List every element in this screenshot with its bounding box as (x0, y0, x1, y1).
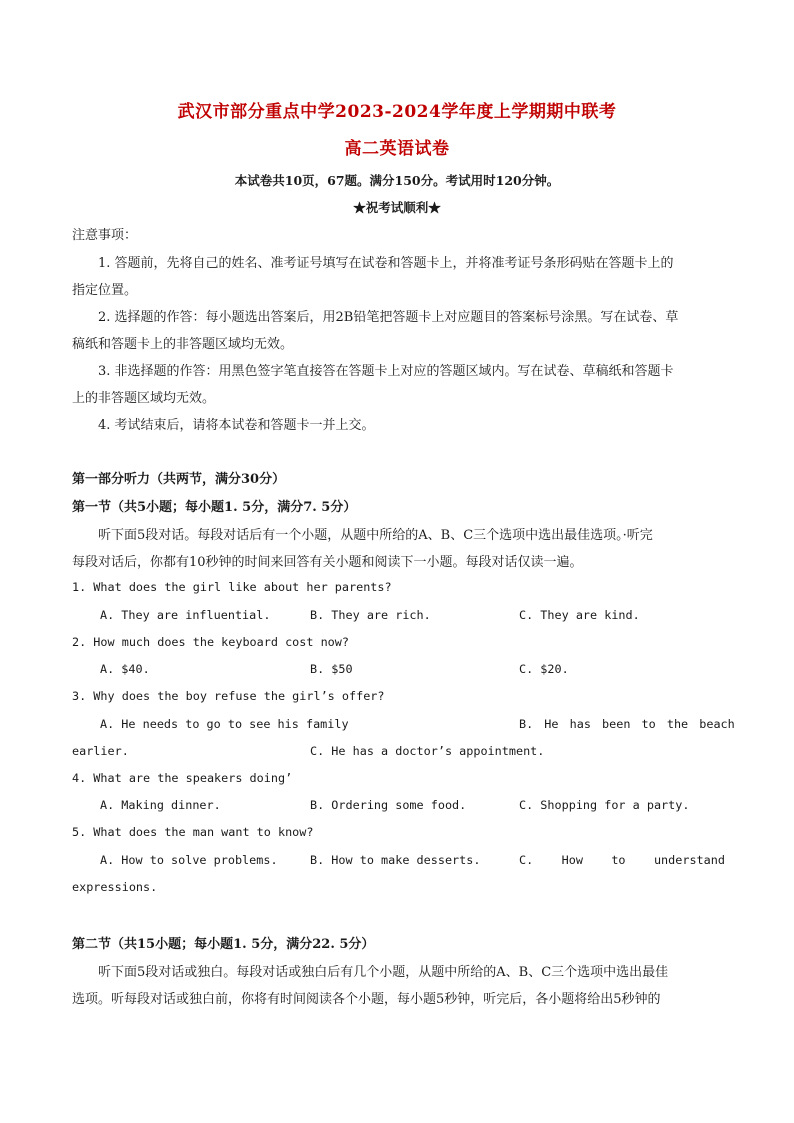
section1-instructions-line-1: 听下面5段对话。每段对话后有一个小题，从题中所给的A、B、C三个选项中选出最佳选项。·听完 (98, 528, 653, 543)
exam-title: 武汉市部分重点中学2023-2024学年度上学期期中联考 (177, 102, 617, 122)
q3-option-c: C. He has a doctor’s appointment. (310, 744, 545, 758)
exam-info: 本试卷共10页，67题。满分150分。考试用时120分钟。 (234, 173, 560, 188)
note-4: 4. 考试结束后，请将本试卷和答题卡一并上交。 (98, 418, 375, 433)
note-3-line-1: 3. 非选择题的作答：用黑色签字笔直接答在答题卡上对应的答题区域内。写在试卷、草稿纸和答题卡 (98, 364, 674, 379)
q3-option-b: B. He has been to the beach (519, 717, 735, 731)
note-2-line-1: 2. 选择题的作答：每小题选出答案后，用2B铅笔把答题卡上对应题目的答案标号涂黑。写在试卷、草 (98, 310, 679, 325)
section2-instructions-line-1: 听下面5段对话或独白。每段对话或独白后有几个小题，从题中所给的A、B、C三个选项中选出最佳 (98, 965, 669, 980)
blessing-line: ★祝考试顺利★ (353, 200, 441, 215)
section1-instructions-line-2: 每段对话后，你都有10秒钟的时间来回答有关小题和阅读下一小题。每段对话仅读一遍。 (72, 555, 583, 570)
q3-option-b-continued: earlier. (72, 744, 129, 758)
q1-option-c: C. They are kind. (519, 608, 640, 622)
section1-heading: 第一节（共5小题；每小题1. 5分，满分7. 5分） (72, 500, 357, 515)
note-3-line-2: 上的非答题区域均无效。 (72, 391, 216, 406)
q2-option-b: B. $50 (310, 662, 353, 676)
q5-option-c-continued: expressions. (72, 880, 158, 894)
q5-option-b: B. How to make desserts. (310, 853, 481, 867)
question-3: 3. Why does the boy refuse the girl’s offer? (72, 689, 385, 703)
q2-option-a: A. $40. (100, 662, 150, 676)
q4-option-c: C. Shopping for a party. (519, 798, 690, 812)
q1-option-b: B. They are rich. (310, 608, 431, 622)
question-2: 2. How much does the keyboard cost now? (72, 635, 349, 649)
section2-instructions-line-2: 选项。听每段对话或独白前，你将有时间阅读各个小题，每小题5秒钟，听完后，各小题将给出5秒钟的 (72, 992, 661, 1007)
q1-option-a: A. They are influential. (100, 608, 271, 622)
q4-option-b: B. Ordering some food. (310, 798, 467, 812)
q3-option-a: A. He needs to go to see his family (100, 717, 349, 731)
question-5: 5. What does the man want to know? (72, 825, 314, 839)
q4-option-a: A. Making dinner. (100, 798, 221, 812)
exam-subtitle: 高二英语试卷 (344, 139, 450, 159)
q5-option-c: C. How to understand (519, 853, 725, 867)
note-1-line-1: 1. 答题前，先将自己的姓名、准考证号填写在试卷和答题卡上，并将准考证号条形码贴在答题卡上的 (98, 256, 674, 271)
q5-option-a: A. How to solve problems. (100, 853, 278, 867)
part1-heading: 第一部分听力（共两节，满分30分） (72, 472, 286, 487)
question-4: 4. What are the speakers doing’ (72, 771, 293, 785)
note-2-line-2: 稿纸和答题卡上的非答题区域均无效。 (72, 337, 294, 352)
section2-heading: 第二节（共15小题；每小题1. 5分，满分22. 5分） (72, 937, 375, 952)
question-1: 1. What does the girl like about her parents? (72, 580, 392, 594)
note-1-line-2: 指定位置。 (72, 283, 138, 298)
notes-heading: 注意事项： (72, 228, 138, 243)
q2-option-c: C. $20. (519, 662, 569, 676)
